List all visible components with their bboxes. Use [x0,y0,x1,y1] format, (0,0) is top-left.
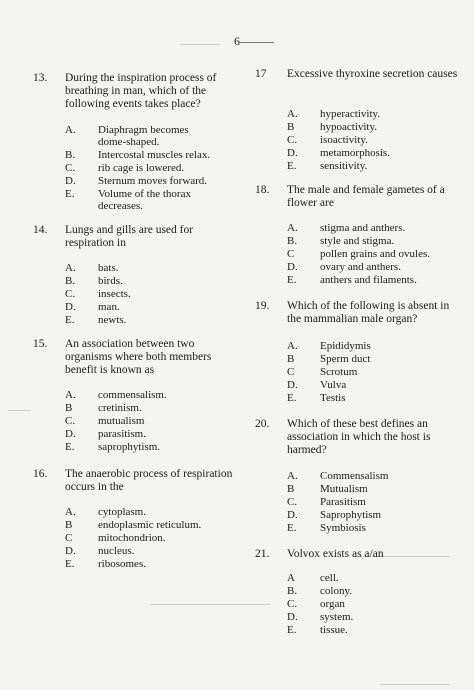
option-e: E. Testis [287,391,346,404]
option-d: D. Saprophytism [287,508,382,521]
question-text: Excessive thyroxine secretion causes [287,68,458,80]
option-e: E. Volume of the thorax decreases. [65,188,191,213]
question-number: 19. [255,300,270,312]
scan-smudge [150,604,270,605]
option-d: D. metamorphosis. [287,146,390,159]
question-number: 16. [33,468,48,480]
option-e: E. ribosomes. [65,557,146,570]
question-number: 20. [255,418,270,430]
scan-smudge [180,44,220,45]
option-c: C pollen grains and ovules. [287,247,430,260]
option-e: E. sensitivity. [287,159,368,172]
option-b: B hypoactivity. [287,120,378,133]
option-b: B Mutualism [287,482,368,495]
question-number: 18. [255,184,270,196]
option-list [65,262,240,327]
question-text: An association between two organisms where both members benefit is known as [65,338,212,376]
option-b: B Sperm duct [287,352,371,365]
question-text: During the inspiration process of breathing in man, which of the following events takes place? [65,72,217,110]
option-b: B. Intercostal muscles relax. [65,149,211,162]
question-text: Which of these best defines an association in which the host is harmed? [287,418,431,456]
option-a: A. bats. [65,262,119,274]
option-d: D. Vulva [287,378,347,391]
question-text: Volvox exists as a/an [287,548,384,560]
question-number: 14. [33,224,48,236]
option-c: C. organ [287,597,345,610]
option-a: A. stigma and anthers. [287,222,406,234]
option-e: E. anthers and filaments. [287,273,417,286]
option-d: D. man. [65,300,120,313]
option-list [287,108,462,173]
option-d: D. system. [287,610,354,623]
option-a: A. Epididymis [287,340,371,352]
option-list [287,470,462,535]
option-c: C mitochondrion. [65,531,166,544]
option-e: E. saprophytism. [65,440,161,453]
option-b: B cretinism. [65,401,142,414]
option-c: C Scrotum [287,365,358,378]
option-a: A. hyperactivity. [287,108,381,120]
option-d: D. Sternum moves forward. [65,175,208,188]
option-b: B. style and stigma. [287,234,395,247]
scan-smudge [380,684,450,685]
option-d: D. ovary and anthers. [287,260,401,273]
option-c: C. isoactivity. [287,133,368,146]
option-a: A. Diaphragm becomes dome-shaped. [65,124,189,149]
option-c: C. insects. [65,287,131,300]
question-text: Which of the following is absent in the mammalian male organ? [287,300,450,325]
question-text: The anaerobic process of respiration occurs in the [65,468,233,493]
option-list [287,222,462,287]
option-list [65,506,240,571]
option-list [287,572,462,637]
scan-smudge [8,410,30,411]
option-e: E. tissue. [287,623,348,636]
header-rule [240,42,274,43]
option-c: C. rib cage is lowered. [65,162,185,175]
option-b: B endoplasmic reticulum. [65,518,202,531]
option-a: A. commensalism. [65,389,167,401]
page-number: 6 [234,34,240,48]
option-list [65,389,240,454]
option-a: A. cytoplasm. [65,506,146,518]
option-d: D. nucleus. [65,544,135,557]
question-number: 21. [255,548,270,560]
option-list [65,124,240,213]
option-d: D. parasitism. [65,427,146,440]
question-number: 17 [255,68,267,80]
option-c: C. Parasitism [287,495,366,508]
question-number: 13. [33,72,48,84]
question-number: 15. [33,338,48,350]
option-c: C. mutualism [65,414,145,427]
question-text: Lungs and gills are used for respiration in [65,224,194,249]
question-text: The male and female gametes of a flower are [287,184,445,209]
option-b: B. colony. [287,584,352,597]
option-a: A cell. [287,572,339,584]
option-e: E. Symbiosis [287,521,366,534]
option-a: A. Commensalism [287,470,389,482]
option-list [287,340,462,405]
option-e: E. newts. [65,313,127,326]
option-b: B. birds. [65,274,123,287]
